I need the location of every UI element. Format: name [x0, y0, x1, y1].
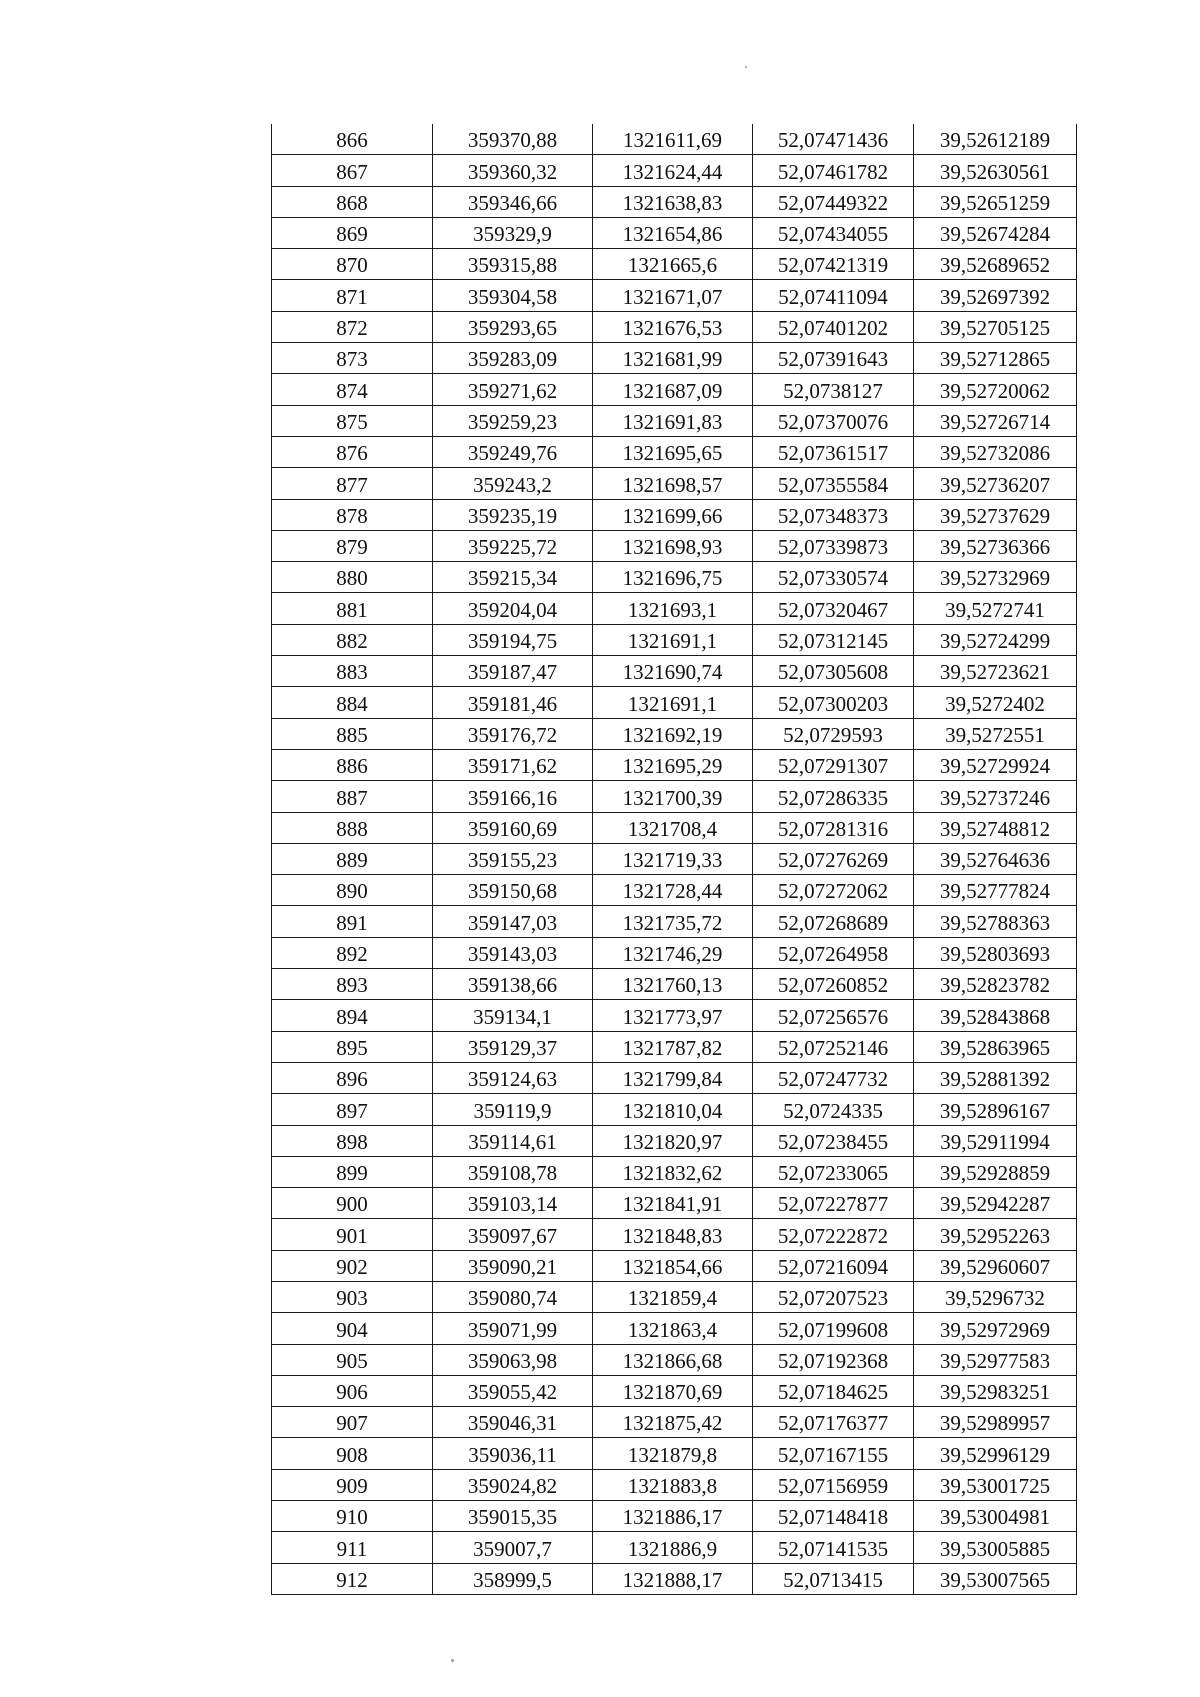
y-coordinate-cell: 1321787,82: [593, 1031, 753, 1062]
longitude-cell: 39,52777824: [914, 875, 1077, 906]
point-number-cell: 901: [272, 1219, 433, 1250]
longitude-cell: 39,5272402: [914, 687, 1077, 718]
longitude-cell: 39,52863965: [914, 1031, 1077, 1062]
latitude-cell: 52,07141535: [753, 1532, 914, 1563]
x-coordinate-cell: 359225,72: [433, 530, 593, 561]
latitude-cell: 52,07184625: [753, 1375, 914, 1406]
x-coordinate-cell: 359370,88: [433, 124, 593, 155]
latitude-cell: 52,07305608: [753, 656, 914, 687]
x-coordinate-cell: 359166,16: [433, 781, 593, 812]
table-row: [272, 1188, 1077, 1219]
longitude-cell: 39,52823782: [914, 969, 1077, 1000]
table-row: [272, 311, 1077, 342]
longitude-cell: 39,52989957: [914, 1407, 1077, 1438]
x-coordinate-cell: 359063,98: [433, 1344, 593, 1375]
table-row: [272, 1469, 1077, 1500]
x-coordinate-cell: 359215,34: [433, 562, 593, 593]
longitude-cell: 39,52788363: [914, 906, 1077, 937]
point-number-cell: 890: [272, 875, 433, 906]
longitude-cell: 39,52911994: [914, 1125, 1077, 1156]
longitude-cell: 39,52689652: [914, 249, 1077, 280]
table-row: [272, 843, 1077, 874]
y-coordinate-cell: 1321886,9: [593, 1532, 753, 1563]
longitude-cell: 39,52748812: [914, 812, 1077, 843]
y-coordinate-cell: 1321760,13: [593, 969, 753, 1000]
longitude-cell: 39,52651259: [914, 186, 1077, 217]
latitude-cell: 52,07264958: [753, 937, 914, 968]
latitude-cell: 52,07401202: [753, 311, 914, 342]
point-number-cell: 871: [272, 280, 433, 311]
longitude-cell: 39,52737246: [914, 781, 1077, 812]
table-row: [272, 937, 1077, 968]
longitude-cell: 39,5272741: [914, 593, 1077, 624]
point-number-cell: 908: [272, 1438, 433, 1469]
table-row: [272, 155, 1077, 186]
table-row: [272, 1031, 1077, 1062]
longitude-cell: 39,52726714: [914, 405, 1077, 436]
point-number-cell: 880: [272, 562, 433, 593]
point-number-cell: 912: [272, 1563, 433, 1594]
y-coordinate-cell: 1321820,97: [593, 1125, 753, 1156]
table-row: [272, 718, 1077, 749]
table-row: [272, 562, 1077, 593]
y-coordinate-cell: 1321859,4: [593, 1281, 753, 1312]
point-number-cell: 904: [272, 1313, 433, 1344]
x-coordinate-cell: 359090,21: [433, 1250, 593, 1281]
y-coordinate-cell: 1321728,44: [593, 875, 753, 906]
table-row: [272, 781, 1077, 812]
point-number-cell: 884: [272, 687, 433, 718]
table-row: [272, 624, 1077, 655]
x-coordinate-cell: 359024,82: [433, 1469, 593, 1500]
point-number-cell: 893: [272, 969, 433, 1000]
table-row: [272, 1000, 1077, 1031]
table-row: [272, 530, 1077, 561]
table-row: [272, 249, 1077, 280]
longitude-cell: 39,52977583: [914, 1344, 1077, 1375]
y-coordinate-cell: 1321638,83: [593, 186, 753, 217]
point-number-cell: 896: [272, 1062, 433, 1093]
table-row: [272, 1532, 1077, 1563]
point-number-cell: 885: [272, 718, 433, 749]
latitude-cell: 52,07471436: [753, 124, 914, 155]
longitude-cell: 39,52803693: [914, 937, 1077, 968]
table-row: [272, 280, 1077, 311]
point-number-cell: 903: [272, 1281, 433, 1312]
x-coordinate-cell: 359103,14: [433, 1188, 593, 1219]
longitude-cell: 39,52732086: [914, 436, 1077, 467]
latitude-cell: 52,07176377: [753, 1407, 914, 1438]
y-coordinate-cell: 1321832,62: [593, 1156, 753, 1187]
latitude-cell: 52,07156959: [753, 1469, 914, 1500]
y-coordinate-cell: 1321624,44: [593, 155, 753, 186]
latitude-cell: 52,0713415: [753, 1563, 914, 1594]
latitude-cell: 52,07238455: [753, 1125, 914, 1156]
scan-speck: [745, 66, 747, 68]
y-coordinate-cell: 1321870,69: [593, 1375, 753, 1406]
longitude-cell: 39,53001725: [914, 1469, 1077, 1500]
x-coordinate-cell: 359329,9: [433, 217, 593, 248]
x-coordinate-cell: 359176,72: [433, 718, 593, 749]
y-coordinate-cell: 1321691,1: [593, 687, 753, 718]
table-row: [272, 593, 1077, 624]
x-coordinate-cell: 359315,88: [433, 249, 593, 280]
point-number-cell: 900: [272, 1188, 433, 1219]
x-coordinate-cell: 359114,61: [433, 1125, 593, 1156]
x-coordinate-cell: 359007,7: [433, 1532, 593, 1563]
table-row: [272, 1125, 1077, 1156]
y-coordinate-cell: 1321883,8: [593, 1469, 753, 1500]
x-coordinate-cell: 359143,03: [433, 937, 593, 968]
table-row: [272, 656, 1077, 687]
y-coordinate-cell: 1321879,8: [593, 1438, 753, 1469]
longitude-cell: 39,52843868: [914, 1000, 1077, 1031]
longitude-cell: 39,53005885: [914, 1532, 1077, 1563]
longitude-cell: 39,52697392: [914, 280, 1077, 311]
y-coordinate-cell: 1321886,17: [593, 1501, 753, 1532]
table-row: [272, 1062, 1077, 1093]
table-row: [272, 499, 1077, 530]
point-number-cell: 894: [272, 1000, 433, 1031]
latitude-cell: 52,07268689: [753, 906, 914, 937]
x-coordinate-cell: 359194,75: [433, 624, 593, 655]
coordinates-table-body: [272, 124, 1077, 1594]
y-coordinate-cell: 1321611,69: [593, 124, 753, 155]
latitude-cell: 52,07355584: [753, 468, 914, 499]
point-number-cell: 897: [272, 1094, 433, 1125]
point-number-cell: 866: [272, 124, 433, 155]
longitude-cell: 39,52674284: [914, 217, 1077, 248]
y-coordinate-cell: 1321681,99: [593, 343, 753, 374]
longitude-cell: 39,52723621: [914, 656, 1077, 687]
latitude-cell: 52,07167155: [753, 1438, 914, 1469]
longitude-cell: 39,52612189: [914, 124, 1077, 155]
x-coordinate-cell: 359304,58: [433, 280, 593, 311]
x-coordinate-cell: 359346,66: [433, 186, 593, 217]
x-coordinate-cell: 359360,32: [433, 155, 593, 186]
y-coordinate-cell: 1321863,4: [593, 1313, 753, 1344]
latitude-cell: 52,07199608: [753, 1313, 914, 1344]
x-coordinate-cell: 359138,66: [433, 969, 593, 1000]
latitude-cell: 52,07256576: [753, 1000, 914, 1031]
point-number-cell: 888: [272, 812, 433, 843]
y-coordinate-cell: 1321687,09: [593, 374, 753, 405]
y-coordinate-cell: 1321693,1: [593, 593, 753, 624]
y-coordinate-cell: 1321708,4: [593, 812, 753, 843]
latitude-cell: 52,07291307: [753, 749, 914, 780]
latitude-cell: 52,07391643: [753, 343, 914, 374]
y-coordinate-cell: 1321735,72: [593, 906, 753, 937]
latitude-cell: 52,0729593: [753, 718, 914, 749]
y-coordinate-cell: 1321875,42: [593, 1407, 753, 1438]
table-row: [272, 1219, 1077, 1250]
latitude-cell: 52,07272062: [753, 875, 914, 906]
point-number-cell: 892: [272, 937, 433, 968]
point-number-cell: 911: [272, 1532, 433, 1563]
latitude-cell: 52,07276269: [753, 843, 914, 874]
longitude-cell: 39,52630561: [914, 155, 1077, 186]
point-number-cell: 883: [272, 656, 433, 687]
y-coordinate-cell: 1321866,68: [593, 1344, 753, 1375]
y-coordinate-cell: 1321665,6: [593, 249, 753, 280]
longitude-cell: 39,52996129: [914, 1438, 1077, 1469]
x-coordinate-cell: 359124,63: [433, 1062, 593, 1093]
y-coordinate-cell: 1321799,84: [593, 1062, 753, 1093]
latitude-cell: 52,07207523: [753, 1281, 914, 1312]
point-number-cell: 889: [272, 843, 433, 874]
longitude-cell: 39,52952263: [914, 1219, 1077, 1250]
table-row: [272, 906, 1077, 937]
latitude-cell: 52,07320467: [753, 593, 914, 624]
latitude-cell: 52,07252146: [753, 1031, 914, 1062]
latitude-cell: 52,07434055: [753, 217, 914, 248]
x-coordinate-cell: 359119,9: [433, 1094, 593, 1125]
x-coordinate-cell: 359080,74: [433, 1281, 593, 1312]
y-coordinate-cell: 1321676,53: [593, 311, 753, 342]
table-row: [272, 875, 1077, 906]
x-coordinate-cell: 359160,69: [433, 812, 593, 843]
table-row: [272, 749, 1077, 780]
table-row: [272, 124, 1077, 155]
y-coordinate-cell: 1321695,65: [593, 436, 753, 467]
longitude-cell: 39,52736366: [914, 530, 1077, 561]
longitude-cell: 39,52712865: [914, 343, 1077, 374]
y-coordinate-cell: 1321698,93: [593, 530, 753, 561]
x-coordinate-cell: 359249,76: [433, 436, 593, 467]
longitude-cell: 39,52928859: [914, 1156, 1077, 1187]
table-row: [272, 1250, 1077, 1281]
table-row: [272, 374, 1077, 405]
longitude-cell: 39,52737629: [914, 499, 1077, 530]
x-coordinate-cell: 359171,62: [433, 749, 593, 780]
latitude-cell: 52,07348373: [753, 499, 914, 530]
longitude-cell: 39,52729924: [914, 749, 1077, 780]
x-coordinate-cell: 359147,03: [433, 906, 593, 937]
x-coordinate-cell: 359235,19: [433, 499, 593, 530]
y-coordinate-cell: 1321695,29: [593, 749, 753, 780]
x-coordinate-cell: 359181,46: [433, 687, 593, 718]
table-row: [272, 1407, 1077, 1438]
longitude-cell: 39,52720062: [914, 374, 1077, 405]
point-number-cell: 875: [272, 405, 433, 436]
point-number-cell: 898: [272, 1125, 433, 1156]
x-coordinate-cell: 359283,09: [433, 343, 593, 374]
table-row: [272, 1281, 1077, 1312]
y-coordinate-cell: 1321810,04: [593, 1094, 753, 1125]
table-row: [272, 1375, 1077, 1406]
longitude-cell: 39,52764636: [914, 843, 1077, 874]
point-number-cell: 867: [272, 155, 433, 186]
y-coordinate-cell: 1321691,83: [593, 405, 753, 436]
latitude-cell: 52,07449322: [753, 186, 914, 217]
longitude-cell: 39,5296732: [914, 1281, 1077, 1312]
latitude-cell: 52,07312145: [753, 624, 914, 655]
table-row: [272, 1438, 1077, 1469]
latitude-cell: 52,07339873: [753, 530, 914, 561]
table-row: [272, 436, 1077, 467]
longitude-cell: 39,52881392: [914, 1062, 1077, 1093]
y-coordinate-cell: 1321696,75: [593, 562, 753, 593]
point-number-cell: 905: [272, 1344, 433, 1375]
longitude-cell: 39,52960607: [914, 1250, 1077, 1281]
point-number-cell: 879: [272, 530, 433, 561]
latitude-cell: 52,07330574: [753, 562, 914, 593]
longitude-cell: 39,52724299: [914, 624, 1077, 655]
point-number-cell: 910: [272, 1501, 433, 1532]
table-row: [272, 217, 1077, 248]
x-coordinate-cell: 359046,31: [433, 1407, 593, 1438]
y-coordinate-cell: 1321690,74: [593, 656, 753, 687]
table-row: [272, 468, 1077, 499]
point-number-cell: 886: [272, 749, 433, 780]
point-number-cell: 906: [272, 1375, 433, 1406]
latitude-cell: 52,0724335: [753, 1094, 914, 1125]
x-coordinate-cell: 359015,35: [433, 1501, 593, 1532]
x-coordinate-cell: 359259,23: [433, 405, 593, 436]
x-coordinate-cell: 359129,37: [433, 1031, 593, 1062]
longitude-cell: 39,53007565: [914, 1563, 1077, 1594]
y-coordinate-cell: 1321888,17: [593, 1563, 753, 1594]
point-number-cell: 902: [272, 1250, 433, 1281]
point-number-cell: 868: [272, 186, 433, 217]
longitude-cell: 39,52972969: [914, 1313, 1077, 1344]
x-coordinate-cell: 359187,47: [433, 656, 593, 687]
point-number-cell: 877: [272, 468, 433, 499]
x-coordinate-cell: 359097,67: [433, 1219, 593, 1250]
y-coordinate-cell: 1321691,1: [593, 624, 753, 655]
y-coordinate-cell: 1321719,33: [593, 843, 753, 874]
latitude-cell: 52,07148418: [753, 1501, 914, 1532]
table-row: [272, 812, 1077, 843]
coordinates-table: [271, 124, 1077, 1595]
x-coordinate-cell: 359293,65: [433, 311, 593, 342]
longitude-cell: 39,53004981: [914, 1501, 1077, 1532]
y-coordinate-cell: 1321841,91: [593, 1188, 753, 1219]
table-row: [272, 405, 1077, 436]
longitude-cell: 39,52942287: [914, 1188, 1077, 1219]
y-coordinate-cell: 1321700,39: [593, 781, 753, 812]
x-coordinate-cell: 359071,99: [433, 1313, 593, 1344]
latitude-cell: 52,07192368: [753, 1344, 914, 1375]
latitude-cell: 52,07421319: [753, 249, 914, 280]
longitude-cell: 39,5272551: [914, 718, 1077, 749]
point-number-cell: 881: [272, 593, 433, 624]
x-coordinate-cell: 358999,5: [433, 1563, 593, 1594]
y-coordinate-cell: 1321773,97: [593, 1000, 753, 1031]
table-row: [272, 343, 1077, 374]
table-row: [272, 1313, 1077, 1344]
y-coordinate-cell: 1321698,57: [593, 468, 753, 499]
latitude-cell: 52,07260852: [753, 969, 914, 1000]
x-coordinate-cell: 359134,1: [433, 1000, 593, 1031]
point-number-cell: 899: [272, 1156, 433, 1187]
x-coordinate-cell: 359243,2: [433, 468, 593, 499]
x-coordinate-cell: 359204,04: [433, 593, 593, 624]
latitude-cell: 52,07286335: [753, 781, 914, 812]
x-coordinate-cell: 359055,42: [433, 1375, 593, 1406]
longitude-cell: 39,52705125: [914, 311, 1077, 342]
table-row: [272, 186, 1077, 217]
longitude-cell: 39,52983251: [914, 1375, 1077, 1406]
point-number-cell: 876: [272, 436, 433, 467]
y-coordinate-cell: 1321654,86: [593, 217, 753, 248]
latitude-cell: 52,07411094: [753, 280, 914, 311]
y-coordinate-cell: 1321746,29: [593, 937, 753, 968]
table-row: [272, 969, 1077, 1000]
table-row: [272, 1563, 1077, 1594]
y-coordinate-cell: 1321854,66: [593, 1250, 753, 1281]
point-number-cell: 909: [272, 1469, 433, 1500]
point-number-cell: 873: [272, 343, 433, 374]
x-coordinate-cell: 359150,68: [433, 875, 593, 906]
point-number-cell: 872: [272, 311, 433, 342]
x-coordinate-cell: 359036,11: [433, 1438, 593, 1469]
table-row: [272, 1501, 1077, 1532]
latitude-cell: 52,07300203: [753, 687, 914, 718]
point-number-cell: 891: [272, 906, 433, 937]
longitude-cell: 39,52896167: [914, 1094, 1077, 1125]
x-coordinate-cell: 359271,62: [433, 374, 593, 405]
table-row: [272, 1156, 1077, 1187]
latitude-cell: 52,0738127: [753, 374, 914, 405]
y-coordinate-cell: 1321671,07: [593, 280, 753, 311]
latitude-cell: 52,07370076: [753, 405, 914, 436]
latitude-cell: 52,07227877: [753, 1188, 914, 1219]
latitude-cell: 52,07361517: [753, 436, 914, 467]
table-row: [272, 1094, 1077, 1125]
latitude-cell: 52,07233065: [753, 1156, 914, 1187]
y-coordinate-cell: 1321848,83: [593, 1219, 753, 1250]
point-number-cell: 878: [272, 499, 433, 530]
scan-speck: [451, 1659, 454, 1662]
longitude-cell: 39,52736207: [914, 468, 1077, 499]
latitude-cell: 52,07461782: [753, 155, 914, 186]
latitude-cell: 52,07281316: [753, 812, 914, 843]
table-row: [272, 687, 1077, 718]
point-number-cell: 882: [272, 624, 433, 655]
y-coordinate-cell: 1321699,66: [593, 499, 753, 530]
point-number-cell: 869: [272, 217, 433, 248]
point-number-cell: 870: [272, 249, 433, 280]
point-number-cell: 887: [272, 781, 433, 812]
longitude-cell: 39,52732969: [914, 562, 1077, 593]
table-row: [272, 1344, 1077, 1375]
latitude-cell: 52,07222872: [753, 1219, 914, 1250]
point-number-cell: 895: [272, 1031, 433, 1062]
x-coordinate-cell: 359108,78: [433, 1156, 593, 1187]
latitude-cell: 52,07216094: [753, 1250, 914, 1281]
point-number-cell: 907: [272, 1407, 433, 1438]
x-coordinate-cell: 359155,23: [433, 843, 593, 874]
point-number-cell: 874: [272, 374, 433, 405]
latitude-cell: 52,07247732: [753, 1062, 914, 1093]
y-coordinate-cell: 1321692,19: [593, 718, 753, 749]
